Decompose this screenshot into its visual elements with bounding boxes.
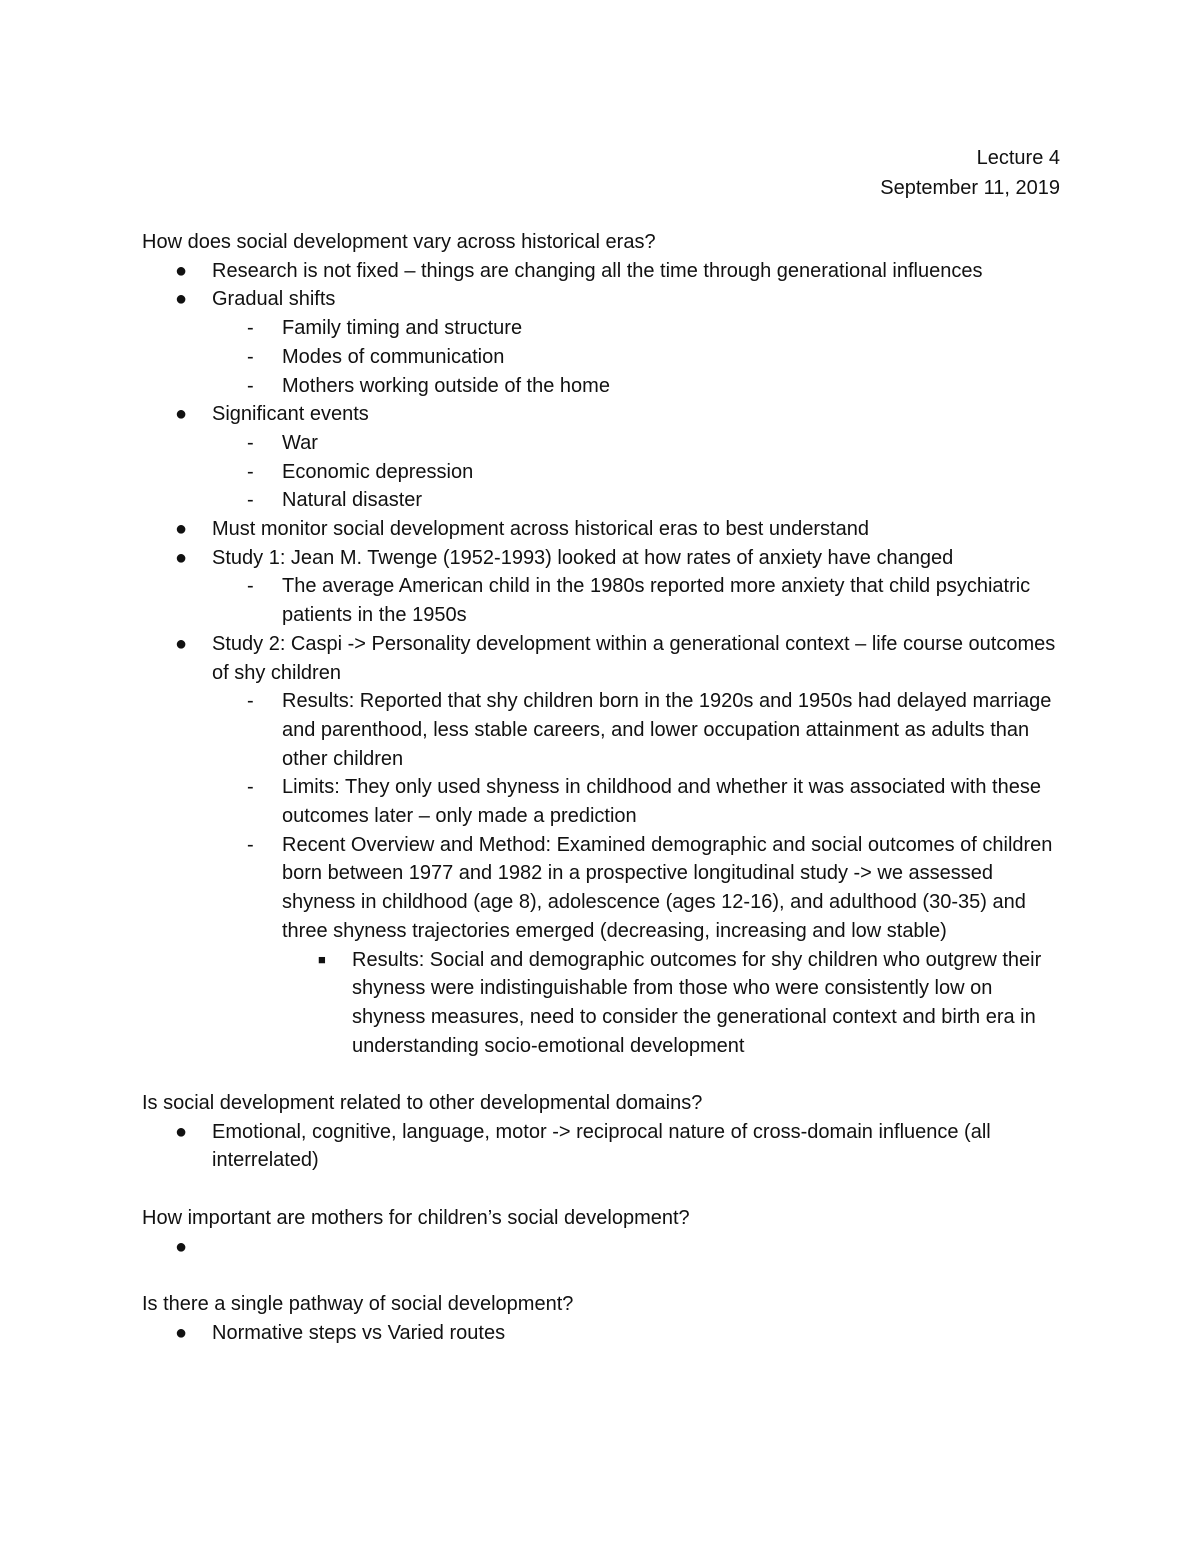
bullet-list bbox=[142, 1319, 1062, 1348]
square-marker-icon: ■ bbox=[318, 951, 326, 967]
dash-marker-icon: - bbox=[247, 460, 254, 483]
bullet-dot-icon: ● bbox=[175, 546, 188, 569]
sub-item bbox=[212, 572, 1062, 629]
section-question: Is social development related to other developmental domains? bbox=[142, 1092, 703, 1115]
sub-item-text: Family timing and structure bbox=[282, 317, 523, 340]
bullet-item bbox=[142, 515, 1062, 544]
dash-marker-icon: - bbox=[247, 776, 254, 799]
section-question: How important are mothers for children’s social development? bbox=[142, 1206, 690, 1229]
sub-item-text: Economic depression bbox=[282, 460, 474, 483]
bullet-text bbox=[212, 1233, 1062, 1262]
dash-marker-icon: - bbox=[247, 833, 254, 856]
sub-item-text: War bbox=[282, 431, 318, 454]
sub-item-text: Limits: They only used shyness in childhood and whether it was associated with these outcomes later – only made a prediction bbox=[282, 776, 1041, 828]
sub-item bbox=[212, 773, 1062, 830]
sub-list bbox=[212, 429, 1062, 515]
bullet-item bbox=[142, 544, 1062, 630]
bullet-text: Must monitor social development across historical eras to best understand bbox=[212, 518, 869, 541]
lecture-title: Lecture 4 bbox=[976, 147, 1060, 169]
bullet-item bbox=[142, 257, 1062, 286]
notes-section bbox=[142, 1089, 1062, 1175]
sub-list bbox=[212, 572, 1062, 629]
bullet-dot-icon: ● bbox=[175, 1235, 188, 1258]
bullet-text: Gradual shifts bbox=[212, 288, 336, 311]
sub-sub-item-text: Results: Social and demographic outcomes for shy children who outgrew their shyness were indistinguishable from those who were consistently low on shyness measures, need to consider the generational context and birth era in understanding socio-emotional development bbox=[352, 948, 1042, 1057]
dash-marker-icon: - bbox=[247, 431, 254, 454]
bullet-dot-icon: ● bbox=[175, 288, 188, 311]
lecture-date: September 11, 2019 bbox=[880, 177, 1060, 199]
bullet-dot-icon: ● bbox=[175, 632, 188, 655]
bullet-list bbox=[142, 1118, 1062, 1175]
bullet-item bbox=[142, 630, 1062, 1061]
bullet-text: Research is not fixed – things are changing all the time through generational influences bbox=[212, 259, 983, 282]
sub-item bbox=[212, 486, 1062, 515]
notes-body bbox=[142, 228, 1062, 1347]
sub-item-text: Modes of communication bbox=[282, 345, 505, 368]
sub-item bbox=[212, 458, 1062, 487]
sub-list bbox=[212, 314, 1062, 400]
dash-marker-icon: - bbox=[247, 575, 254, 598]
dash-marker-icon: - bbox=[247, 690, 254, 713]
bullet-dot-icon: ● bbox=[175, 403, 188, 426]
bullet-item bbox=[142, 400, 1062, 515]
notes-section bbox=[142, 1204, 1062, 1261]
section-question: How does social development vary across historical eras? bbox=[142, 231, 656, 253]
sub-sub-list bbox=[282, 946, 1062, 1061]
sub-item-text: The average American child in the 1980s reported more anxiety that child psychiatric patients in the 1950s bbox=[282, 575, 1031, 627]
sub-list bbox=[212, 687, 1062, 1060]
bullet-text: Study 2: Caspi -> Personality development within a generational context – life course outcomes of shy children bbox=[212, 632, 1056, 684]
sub-sub-item bbox=[282, 946, 1062, 1061]
sub-item bbox=[212, 343, 1062, 372]
bullet-text: Normative steps vs Varied routes bbox=[212, 1321, 506, 1344]
sub-item bbox=[212, 687, 1062, 773]
bullet-text: Study 1: Jean M. Twenge (1952-1993) looked at how rates of anxiety have changed bbox=[212, 546, 954, 569]
lecture-header bbox=[880, 143, 1060, 203]
bullet-item bbox=[142, 1233, 1062, 1262]
bullet-dot-icon: ● bbox=[175, 518, 188, 541]
bullet-list bbox=[142, 257, 1062, 1061]
dash-marker-icon: - bbox=[247, 374, 254, 397]
dash-marker-icon: - bbox=[247, 489, 254, 512]
dash-marker-icon: - bbox=[247, 345, 254, 368]
section-question: Is there a single pathway of social development? bbox=[142, 1292, 574, 1315]
sub-item-text: Recent Overview and Method: Examined demographic and social outcomes of children born between 1977 and 1982 in a prospective longitudinal study -> we assessed shyness in childhood (age 8), adolescence (ages 12-16), and adulthood (30-35) and three shyness trajectories emerged (decreasing, increasing and low stable) bbox=[282, 833, 1053, 942]
sub-item bbox=[212, 831, 1062, 1061]
sub-item bbox=[212, 314, 1062, 343]
bullet-dot-icon: ● bbox=[175, 1120, 188, 1143]
bullet-dot-icon: ● bbox=[175, 259, 188, 282]
sub-item-text: Mothers working outside of the home bbox=[282, 374, 610, 397]
notes-section bbox=[142, 1290, 1062, 1347]
notes-section bbox=[142, 228, 1062, 1060]
bullet-item bbox=[142, 1319, 1062, 1348]
bullet-dot-icon: ● bbox=[175, 1321, 188, 1344]
sub-item bbox=[212, 372, 1062, 401]
sub-item bbox=[212, 429, 1062, 458]
sub-item-text: Natural disaster bbox=[282, 489, 423, 512]
bullet-item bbox=[142, 1118, 1062, 1175]
bullet-text: Significant events bbox=[212, 403, 369, 426]
bullet-item bbox=[142, 285, 1062, 400]
sub-item-text: Results: Reported that shy children born in the 1920s and 1950s had delayed marriage and parenthood, less stable careers, and lower occupation attainment as adults than other children bbox=[282, 690, 1052, 770]
dash-marker-icon: - bbox=[247, 317, 254, 340]
bullet-list bbox=[142, 1233, 1062, 1262]
bullet-text: Emotional, cognitive, language, motor -> reciprocal nature of cross-domain influence (all interrelated) bbox=[212, 1120, 991, 1172]
